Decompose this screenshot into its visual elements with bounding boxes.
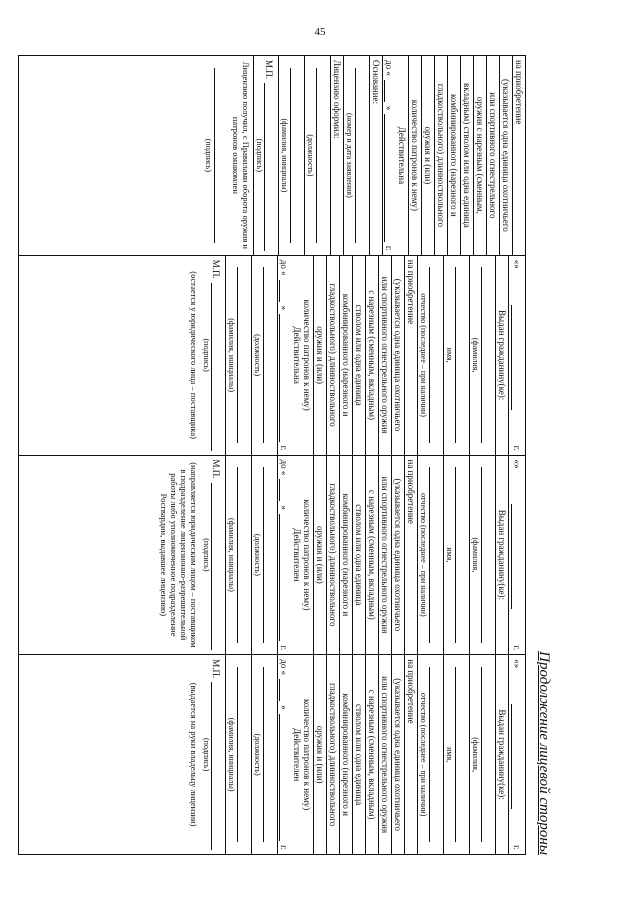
month-blank — [279, 714, 292, 841]
position-field — [304, 56, 330, 255]
coupon-note: (выдается на руки владельцу лицензии) — [189, 682, 199, 827]
date-row — [508, 456, 525, 655]
text-row: стволом или одна единица — [352, 456, 365, 655]
year-mark: г. — [512, 645, 522, 651]
date-open-mark: « — [512, 259, 522, 265]
surname-caption: (фамилия, — [471, 737, 480, 772]
year-mark: г. — [512, 445, 522, 451]
text-row: или спортивного огнестрельного оружия — [378, 456, 391, 655]
text-row: (указывается одна единица охотничьего — [499, 56, 512, 255]
patronymic-blank — [429, 667, 442, 842]
year-mark: г. — [279, 445, 289, 451]
validity-label: Действителен — [292, 528, 302, 582]
stamp-mark: М.П. — [211, 659, 221, 679]
text-row: вкладным) стволом или одна единица — [460, 56, 473, 255]
text-row: с нарезным (сменным, вкладным) — [365, 256, 378, 455]
given-name-caption: имя, — [445, 347, 454, 363]
signature-caption: (подпись) — [202, 338, 211, 372]
position-blank — [316, 68, 329, 243]
name-blank — [237, 667, 250, 842]
text-row: гладкоствольного) длинноствольного — [326, 655, 339, 854]
validity-label: Действительна — [292, 326, 302, 384]
coupon-column-2 — [19, 255, 525, 455]
text-row: на приобретение — [404, 655, 417, 854]
validity-row — [277, 256, 313, 455]
validity-row — [382, 56, 408, 255]
issued-to-label: Выдан гражданину(ке): — [495, 456, 508, 655]
text-row: комбинированного (нарезного и — [447, 56, 460, 255]
basis-label: Основание: — [369, 56, 382, 255]
stamp-mark: М.П. — [264, 60, 274, 80]
signature-caption: (подпись) — [202, 538, 211, 572]
given-name-caption: имя, — [445, 747, 454, 763]
text-row: стволом или одна единица — [352, 256, 365, 455]
surname-field — [469, 655, 495, 854]
date-open-mark: « — [512, 659, 522, 664]
given-name-field — [443, 456, 469, 655]
text-row: оружия с нарезным (сменным, — [473, 56, 486, 255]
date-open-mark: до « — [279, 659, 289, 676]
coupon-note: (остается у юридического лица – поставщика) — [189, 271, 199, 440]
signature-caption: (подпись) — [202, 738, 211, 772]
coupon-column-3 — [19, 455, 525, 655]
license-form-table — [18, 55, 526, 855]
text-row: стволом или одна единица — [352, 655, 365, 854]
date-row — [508, 256, 525, 455]
given-name-blank — [455, 267, 468, 442]
text-row: гладкоствольного) длинноствольного — [326, 256, 339, 455]
stamp-mark: М.П. — [211, 259, 221, 279]
text-row: оружия и (или) — [313, 655, 326, 854]
text-row: комбинированного (нарезного и — [339, 456, 352, 655]
patronymic-caption: отчество (последнее – при наличии) — [419, 293, 428, 417]
date-blank — [511, 504, 524, 609]
given-name-field — [443, 655, 469, 854]
stamp-signature-field — [253, 56, 278, 255]
name-field — [225, 655, 251, 854]
position-caption: (должность) — [306, 134, 315, 177]
page-number: 45 — [314, 26, 326, 38]
patronymic-blank — [429, 267, 442, 442]
year-mark: г. — [279, 645, 289, 651]
name-field — [225, 256, 251, 455]
date-close-mark: » — [279, 705, 289, 710]
surname-field — [469, 256, 495, 455]
text-row: (указывается одна единица охотничьего — [391, 655, 404, 854]
surname-blank — [481, 667, 494, 842]
name-blank — [290, 68, 303, 243]
issued-to-label: Выдан гражданину(ке): — [495, 256, 508, 455]
text-row: гладкоствольного) длинноствольного — [434, 56, 447, 255]
patronymic-caption: отчество (последнее – при наличии) — [419, 493, 428, 617]
surname-field — [469, 456, 495, 655]
basis-caption: (номер и дата заявления) — [345, 112, 354, 198]
stamp-mark: М.П. — [211, 459, 221, 479]
issued-to-label: Выдан гражданину(ке): — [495, 655, 508, 854]
day-blank — [384, 80, 397, 102]
signature-blank — [211, 483, 224, 651]
name-caption: (фамилия, инициалы) — [227, 717, 236, 792]
text-row: количество патронов к нему) — [302, 299, 312, 411]
name-caption: (фамилия, инициалы) — [280, 118, 289, 193]
given-name-field — [443, 256, 469, 455]
patronymic-blank — [429, 467, 442, 642]
text-row: на приобретение — [512, 56, 525, 255]
issuer-label: Лицензию оформил: — [330, 56, 343, 255]
position-blank — [263, 667, 276, 842]
given-name-caption: имя, — [445, 547, 454, 563]
text-row: (указывается одна единица охотничьего — [391, 456, 404, 655]
basis-blank — [355, 68, 368, 243]
surname-blank — [481, 267, 494, 442]
date-row — [508, 655, 525, 854]
text-row: оружия и (или) — [313, 256, 326, 455]
name-caption: (фамилия, инициалы) — [227, 318, 236, 392]
text-row: с нарезным (сменным, вкладным) — [365, 655, 378, 854]
stamp-signature-field — [201, 655, 225, 854]
day-blank — [279, 479, 292, 501]
text-row: на приобретение — [404, 256, 417, 455]
surname-blank — [481, 467, 494, 642]
name-field — [225, 456, 251, 655]
year-mark: г. — [279, 845, 289, 850]
signature-blank — [211, 283, 224, 451]
date-open-mark: до « — [279, 259, 289, 276]
date-open-mark: до « — [384, 60, 394, 76]
date-close-mark: » — [512, 663, 522, 669]
validity-date-line — [384, 60, 397, 251]
stub-column — [19, 56, 525, 255]
date-blank — [511, 305, 524, 410]
day-blank — [279, 280, 292, 302]
signature-caption: (подпись) — [255, 138, 264, 172]
signature-blank — [264, 83, 277, 251]
stamp-signature-field — [201, 256, 225, 455]
patronymic-field — [417, 655, 443, 854]
month-blank — [279, 314, 292, 441]
name-blank — [237, 267, 250, 442]
rotated-form-sheet — [18, 55, 552, 855]
text-row: количество патронов к нему) — [408, 56, 421, 255]
text-row: количество патронов к нему) — [302, 499, 312, 611]
validity-row — [277, 655, 313, 854]
receipt-note: Лицензию получил, с Правилами оборота оружия и патронов ознакомлен — [231, 61, 251, 249]
text-row: на приобретение — [404, 456, 417, 655]
date-close-mark: » — [279, 305, 289, 311]
year-mark: г. — [384, 245, 394, 251]
text-row: количество патронов к нему) — [302, 698, 312, 811]
position-caption: (должность) — [253, 334, 262, 377]
position-blank — [263, 467, 276, 642]
date-close-mark: » — [384, 105, 394, 111]
receipt-signature-caption: (подпись) — [204, 138, 213, 172]
text-row: комбинированного (нарезного и — [339, 655, 352, 854]
patronymic-field — [417, 456, 443, 655]
section-heading: Продолжение лицевой стороны — [536, 651, 552, 855]
position-field — [251, 256, 277, 455]
name-caption: (фамилия, инициалы) — [227, 517, 236, 592]
validity-label: Действителен — [292, 727, 302, 782]
stamp-signature-field — [201, 456, 225, 655]
text-row: или спортивного огнестрельного оружия — [378, 256, 391, 455]
text-row: гладкоствольного) длинноствольного — [326, 456, 339, 655]
date-open-mark: « — [512, 459, 522, 464]
position-caption: (должность) — [253, 533, 262, 576]
position-blank — [263, 267, 276, 442]
month-blank — [279, 514, 292, 641]
month-blank — [384, 114, 397, 241]
coupon-note: (направляется юридическим лицом – поставщиком в подразделение лицензионно-разрешительной работы либо уполномоченное подразделение Росгвардии, выдавшее лицензию) — [159, 462, 199, 648]
name-blank — [237, 467, 250, 642]
basis-field — [343, 56, 369, 255]
text-row: (указывается одна единица охотничьего — [391, 256, 404, 455]
text-row: комбинированного (нарезного и — [339, 256, 352, 455]
validity-label: Действительна — [397, 126, 407, 185]
year-mark: г. — [512, 845, 522, 850]
date-close-mark: » — [512, 464, 522, 469]
date-close-mark: » — [279, 505, 289, 510]
text-row: оружия и (или) — [421, 56, 434, 255]
position-field — [251, 655, 277, 854]
day-blank — [279, 679, 292, 701]
date-open-mark: до « — [279, 459, 289, 476]
date-blank — [511, 704, 524, 809]
coupon-column-4 — [19, 654, 525, 854]
date-close-mark: » — [512, 264, 522, 269]
surname-caption: (фамилия, — [471, 337, 480, 373]
name-field — [278, 56, 304, 255]
text-row: или спортивного огнестрельного оружия — [378, 655, 391, 854]
text-row: с нарезным (сменным, вкладным) — [365, 456, 378, 655]
signature-blank — [211, 682, 224, 850]
position-field — [251, 456, 277, 655]
receipt-signature-field — [203, 56, 228, 255]
text-row: оружия и (или) — [313, 456, 326, 655]
patronymic-field — [417, 256, 443, 455]
receipt-signature-blank — [214, 68, 227, 243]
patronymic-caption: отчество (последнее – при наличии) — [419, 692, 428, 817]
validity-row — [277, 456, 313, 655]
position-caption: (должность) — [253, 733, 262, 776]
text-row: или спортивного огнестрельного — [486, 56, 499, 255]
surname-caption: (фамилия, — [471, 537, 480, 573]
given-name-blank — [455, 467, 468, 642]
given-name-blank — [455, 667, 468, 842]
